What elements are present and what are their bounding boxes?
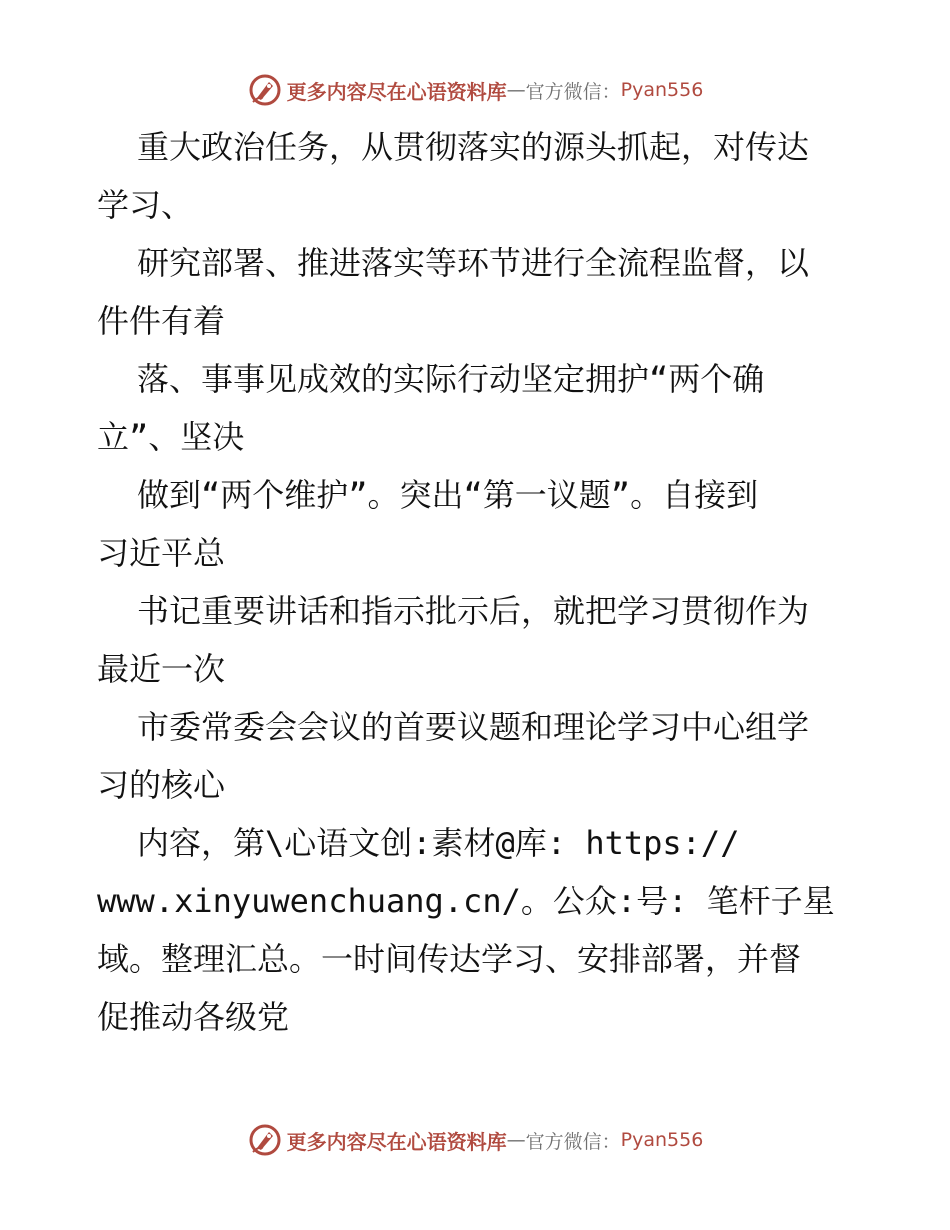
- body-line: 市委常委会会议的首要议题和理论学习中心组学: [137, 708, 810, 746]
- header-separator: —: [506, 79, 526, 101]
- header-wechat-id: Pyan556: [620, 79, 704, 101]
- body-line: 学习、: [97, 186, 194, 224]
- body-line: 书记重要讲话和指示批示后，就把学习贯彻作为: [137, 592, 810, 630]
- body-line: 内容，第\心语文创:素材@库: https://: [137, 824, 740, 862]
- footer-banner: [0, 1120, 950, 1160]
- header-brand: 更多内容尽在心语资料库: [286, 79, 507, 104]
- header-wechat-label: 官方微信：: [525, 80, 621, 103]
- body-line: 立”、坚决: [97, 418, 245, 456]
- footer-brand: 更多内容尽在心语资料库: [286, 1129, 507, 1154]
- body-line: 件件有着: [97, 302, 226, 340]
- body-line: www.xinyuwenchuang.cn/。公众:号: 笔杆子星: [97, 882, 835, 920]
- pen-nib-logo-icon: [247, 72, 283, 108]
- body-line: 习的核心: [97, 766, 226, 804]
- footer-wechat-label: 官方微信：: [525, 1130, 621, 1153]
- footer-wechat-id: Pyan556: [620, 1129, 704, 1151]
- body-line: 落、事事见成效的实际行动坚定拥护“两个确: [137, 360, 765, 398]
- document-body: [97, 118, 867, 1046]
- header-banner: [0, 70, 950, 110]
- body-line: 促推动各级党: [97, 998, 290, 1036]
- body-line: 研究部署、推进落实等环节进行全流程监督，以: [137, 244, 810, 282]
- body-line: 习近平总: [97, 534, 226, 572]
- body-line: 重大政治任务，从贯彻落实的源头抓起，对传达: [137, 128, 810, 166]
- pen-nib-logo-icon: [247, 1122, 283, 1158]
- body-line: 做到“两个维护”。突出“第一议题”。自接到: [137, 476, 759, 514]
- footer-separator: —: [506, 1129, 526, 1151]
- body-line: 域。整理汇总。一时间传达学习、安排部署，并督: [97, 940, 802, 978]
- body-line: 最近一次: [97, 650, 226, 688]
